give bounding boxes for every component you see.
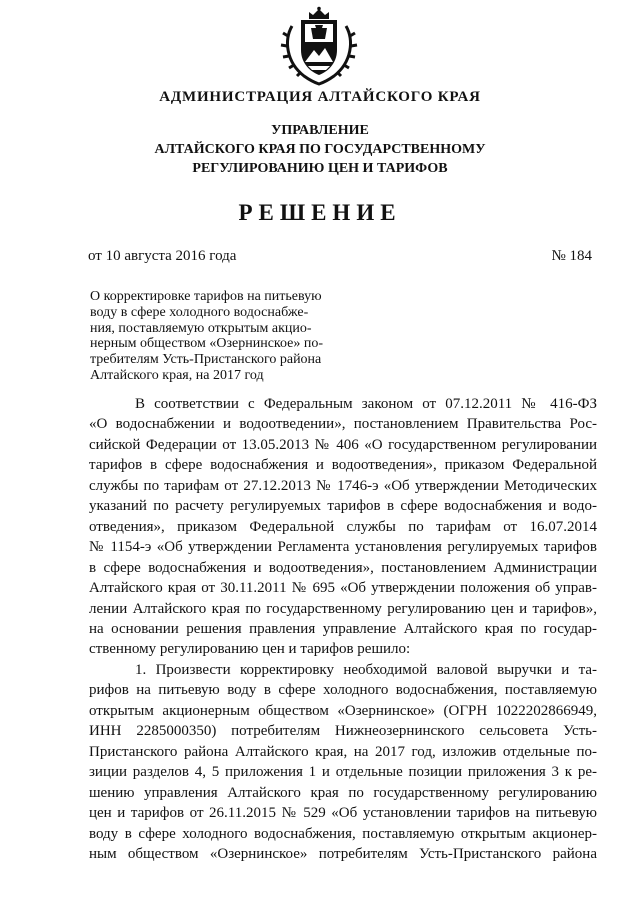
document-subject [90,289,350,384]
body-line: открытым акционерным обществом «Озернинское» (ОГРН 1022202866949, [89,702,597,719]
body-line: в сфере водоснабжения и водоотведения», постановлением Администрации [89,559,597,576]
subject-line: воду в сфере холодного водоснабже- [90,304,309,320]
altai-krai-coat-of-arms-icon [278,6,360,86]
body-line: зиции разделов 4, 5 приложения 1 и отдельные позиции приложения 3 к ре- [89,764,597,781]
body-line: лении Алтайского края по государственному регулированию цен и тарифов», [89,600,597,617]
body-line: воду в сфере холодного водоснабжения, поставляемую открытым акционер- [89,825,597,842]
subject-line: требителям Усть-Пристанского района [90,352,322,368]
body-line: рифов на питьевую воду в сфере холодного водоснабжения, поставляемую [89,682,597,699]
subject-line: О корректировке тарифов на питьевую [90,289,322,304]
subject-line: нерным обществом «Озернинское» по- [90,336,324,352]
body-line: шению управления Алтайского края по государственному регулированию [89,784,597,801]
document-number: № 184 [551,248,592,264]
body-line: отведения», приказом Федеральной службы по тарифам от 16.07.2014 [89,518,597,535]
body-line: сийской Федерации от 13.05.2013 № 406 «О государственном регулировании [89,436,597,453]
body-line: цен и тарифов от 26.11.2015 № 529 «Об установлении тарифов на питьевую [89,805,597,822]
body-line: службы по тарифам от 27.12.2013 № 1746-э «Об утверждении Методических [89,477,597,494]
department-title-line: РЕГУЛИРОВАНИЮ ЦЕН И ТАРИФОВ [192,161,448,176]
document-body [89,394,597,864]
body-line: на основании решения правления управление Алтайского края по государ- [89,620,597,637]
department-title [0,121,640,178]
subject-line: Алтайского края, на 2017 год [90,367,264,383]
body-line: В соответствии с Федеральным законом от 07.12.2011 № 416-ФЗ [135,396,597,412]
body-line: 1. Произвести корректировку необходимой валовой выручки и та- [135,661,597,678]
document-type-heading: РЕШЕНИЕ [238,200,402,225]
administration-title: АДМИНИСТРАЦИЯ АЛТАЙСКОГО КРАЯ [159,89,481,105]
body-line: ИНН 2285000350) потребителям Нижнеозернинского сельсовета Усть- [89,723,597,740]
body-line: № 1154-э «Об утверждении Регламента установления регулируемых тарифов [89,539,597,556]
body-line: Пристанского района Алтайского края, на 2017 год, изложив отдельные по- [89,743,597,760]
body-line: Алтайского края от 30.11.2011 № 695 «Об утверждении положения об управ- [89,580,597,597]
subject-line: ния, поставляемую открытым акцио- [90,320,312,336]
department-title-line: УПРАВЛЕНИЕ [271,123,369,138]
department-title-line: АЛТАЙСКОГО КРАЯ ПО ГОСУДАРСТВЕННОМУ [154,142,486,157]
body-line: «О водоснабжении и водоотведении», постановлением Правительства Рос- [89,416,597,433]
body-line: ным обществом «Озернинское» потребителям Усть-Пристанского района [89,845,597,862]
body-line: указаний по расчету регулируемых тарифов в сфере водоснабжения и водо- [89,498,597,515]
body-line: ственному регулированию цен и тарифов решило: [89,641,411,658]
document-date: от 10 августа 2016 года [88,248,237,264]
body-line: тарифов в сфере водоснабжения и водоотведения», приказом Федеральной [89,457,597,474]
